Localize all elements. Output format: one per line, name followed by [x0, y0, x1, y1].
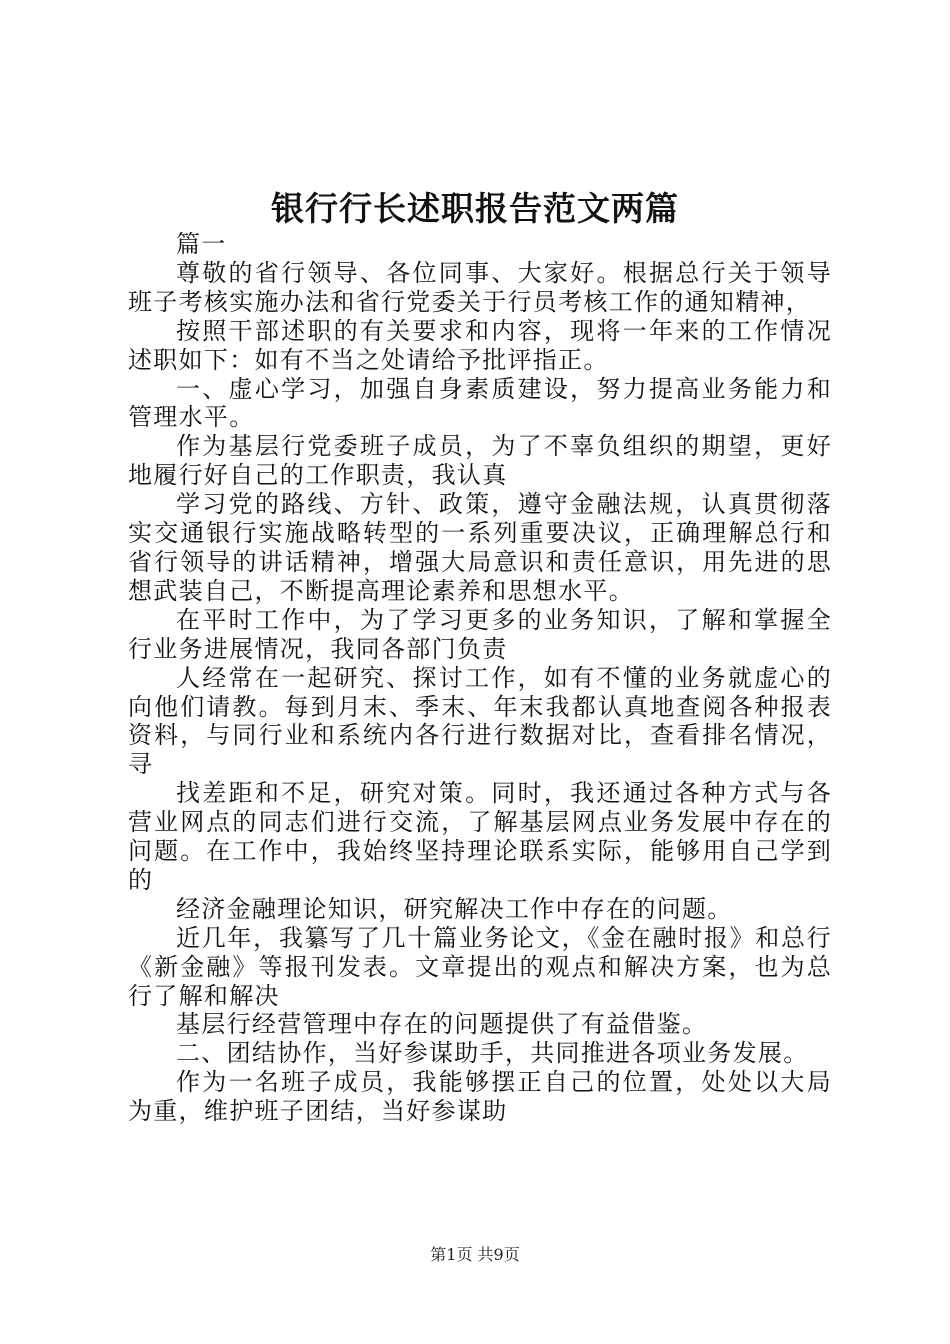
document-body — [128, 230, 832, 1126]
paragraph: 按照干部述职的有关要求和内容，现将一年来的工作情况述职如下：如有不当之处请给予批评指正。 — [128, 316, 832, 374]
paragraph: 作为基层行党委班子成员，为了不辜负组织的期望，更好地履行好自己的工作职责，我认真 — [128, 432, 832, 490]
paragraph: 经济金融理论知识，研究解决工作中存在的问题。 — [176, 894, 733, 923]
paragraph: 作为一名班子成员，我能够摆正自己的位置，处处以大局为重，维护班子团结，当好参谋助 — [128, 1068, 832, 1126]
page-number-footer: 第1页 共9页 — [430, 1245, 520, 1264]
paragraph: 篇一 — [176, 230, 227, 258]
paragraph: 尊敬的省行领导、各位同事、大家好。根据总行关于领导班子考核实施办法和省行党委关于行员考核工作的通知精神， — [128, 258, 832, 316]
paragraph: 在平时工作中，为了学习更多的业务知识，了解和掌握全行业务进展情况，我同各部门负责 — [128, 605, 832, 663]
paragraph: 人经常在一起研究、探讨工作，如有不懂的业务就虚心的向他们请教。每到月末、季末、年末我都认真地查阅各种报表资料，与同行业和系统内各行进行数据对比，查看排名情况，寻 — [128, 663, 832, 779]
document-title: 银行行长述职报告范文两篇 — [271, 189, 679, 228]
paragraph: 基层行经营管理中存在的问题提供了有益借鉴。 — [176, 1010, 708, 1039]
paragraph: 二、团结协作，当好参谋助手，共同推进各项业务发展。 — [176, 1039, 809, 1068]
paragraph: 近几年，我纂写了几十篇业务论文，《金在融时报》和总行《新金融》等报刊发表。文章提出的观点和解决方案，也为总行了解和解决 — [128, 923, 832, 1010]
paragraph: 一、虚心学习，加强自身素质建设，努力提高业务能力和管理水平。 — [128, 374, 832, 432]
paragraph: 找差距和不足，研究对策。同时，我还通过各种方式与各营业网点的同志们进行交流，了解基层网点业务发展中存在的问题。在工作中，我始终坚持理论联系实际，能够用自己学到的 — [128, 779, 832, 894]
paragraph: 学习党的路线、方针、政策，遵守金融法规，认真贯彻落实交通银行实施战略转型的一系列重要决议，正确理解总行和省行领导的讲话精神，增强大局意识和责任意识，用先进的思想武装自己，不断提高理论素养和思想水平。 — [128, 490, 832, 605]
